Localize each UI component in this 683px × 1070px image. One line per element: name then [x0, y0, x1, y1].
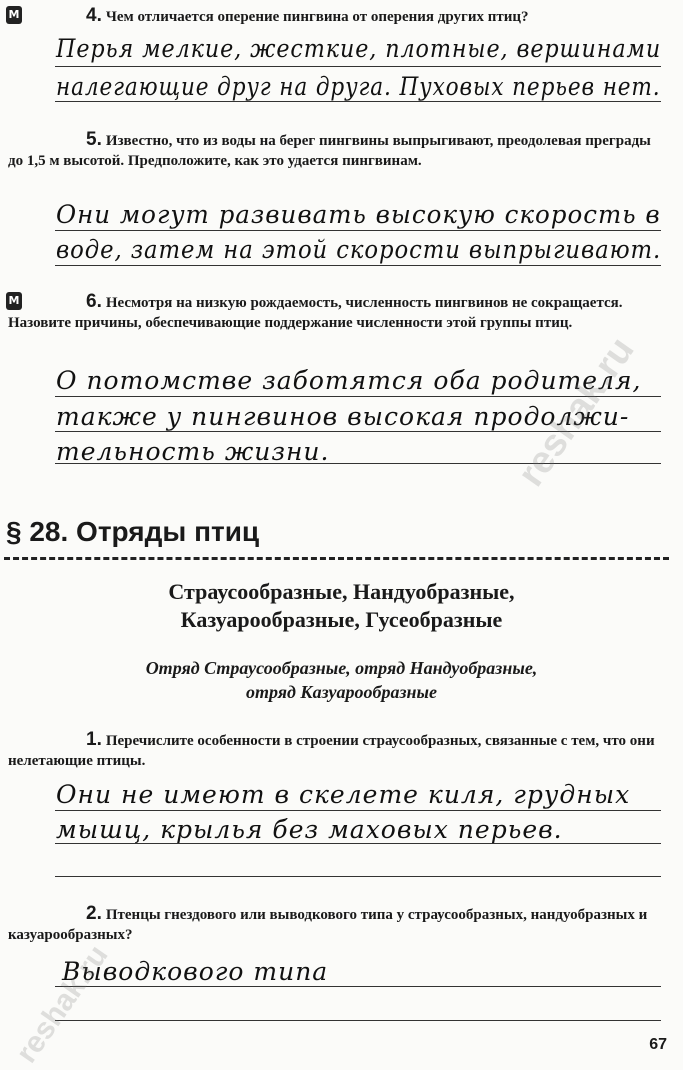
answer-rule: [55, 101, 661, 102]
answer-line: Они не имеют в скелете киля, грудных: [56, 780, 631, 809]
answer-rule: [55, 810, 661, 811]
question-number: 2.: [86, 903, 102, 924]
badge-icon: М: [6, 6, 22, 24]
section-divider: [4, 557, 669, 560]
answer-rule: [55, 876, 661, 877]
subsection-line: Отряд Страусообразные, отряд Нандуобразные,: [145, 658, 538, 678]
answer-line: тельность жизни.: [56, 437, 330, 466]
question-text: Чем отличается оперение пингвина от оперения других птиц?: [105, 9, 529, 25]
question-number: 1.: [86, 729, 102, 750]
answer-line: также у пингвинов высокая продолжи-: [56, 402, 630, 431]
answer-line: воде, затем на этой скорости выпрыгивают.: [56, 235, 662, 264]
answer-line: Выводкового типа: [62, 957, 329, 986]
answer-line: Они могут развивать высокую скорость в: [56, 200, 661, 229]
question-5: [8, 130, 663, 171]
question-1: [8, 730, 663, 771]
section-title: § 28. Отряды птиц: [6, 516, 260, 547]
question-number: 6.: [86, 291, 102, 312]
subtitle-line: Казуарообразные, Гусеобразные: [180, 607, 503, 632]
question-text: Птенцы гнездового или выводкового типа у страусообразных, нандуобразных и казуарообразных?: [8, 907, 648, 943]
answer-rule: [55, 463, 661, 464]
watermark: reshak.ru: [10, 939, 115, 1069]
answer-rule: [55, 265, 661, 266]
question-6: [8, 292, 663, 333]
answer-line: налегающие друг на друга. Пуховых перьев нет.: [56, 72, 661, 101]
answer-rule: [55, 230, 661, 231]
watermark: reshak.ru: [510, 329, 643, 495]
question-text: Известно, что из воды на берег пингвины выпрыгивают, преодолевая преграды до 1,5 м высотой. Предположите, как это удается пингвинам.: [8, 133, 651, 169]
subtitle-line: Страусообразные, Нандуобразные,: [168, 579, 515, 604]
question-number: 5.: [86, 129, 102, 150]
question-number: 4.: [86, 5, 102, 26]
answer-rule: [55, 986, 661, 987]
question-text: Несмотря на низкую рождаемость, численность пингвинов не сокращается. Назовите причины, обеспечивающие поддержание численности этой группы птиц.: [8, 295, 623, 331]
answer-line: Перья мелкие, жесткие, плотные, вершинами: [56, 34, 662, 63]
question-4: [8, 6, 663, 27]
page-number: 67: [649, 1036, 667, 1053]
badge-icon: М: [6, 292, 22, 310]
subsection-title: [0, 656, 683, 704]
answer-rule: [55, 66, 661, 67]
answer-line: О потомстве заботятся оба родителя,: [56, 366, 642, 395]
question-text: Перечислите особенности в строении страусообразных, связанные с тем, что они нелетающие птицы.: [8, 733, 655, 769]
answer-rule: [55, 1020, 661, 1021]
subsection-line: отряд Казуарообразные: [245, 682, 438, 702]
question-2: [8, 904, 663, 945]
answer-line: мышц, крылья без маховых перьев.: [56, 815, 563, 844]
section-subtitle: [0, 578, 683, 634]
answer-rule: [55, 843, 661, 844]
